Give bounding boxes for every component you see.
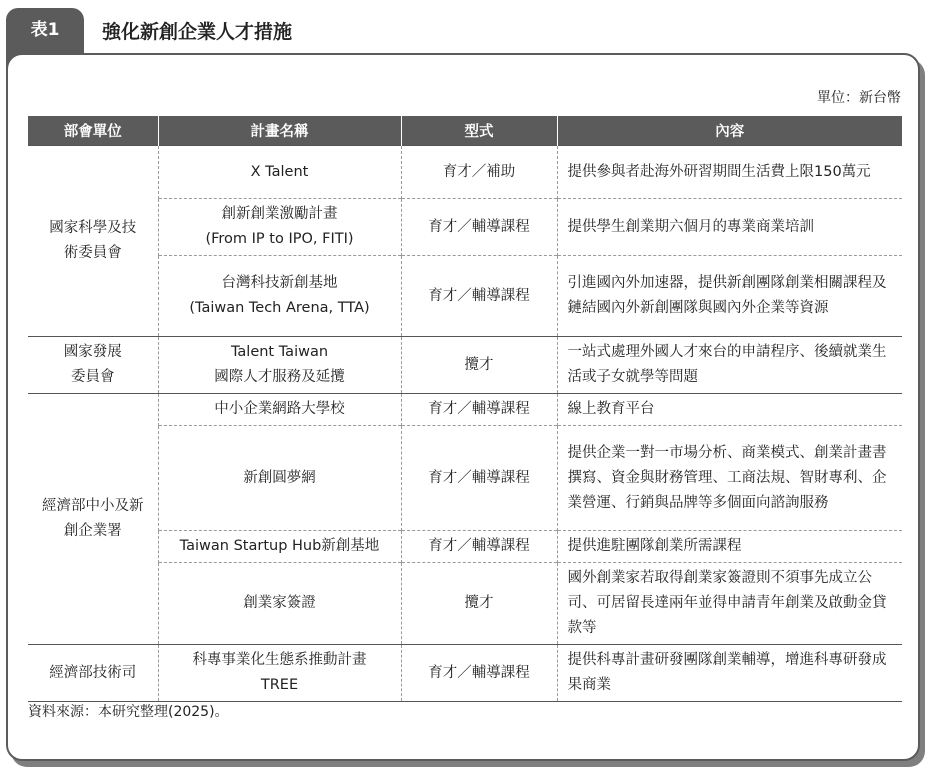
- program-cell: [158, 337, 401, 394]
- source-note: 資料來源：本研究整理(2025)。: [28, 704, 229, 720]
- department-name: 經濟部中小及新創企業署: [42, 498, 144, 539]
- table-row: [28, 146, 902, 199]
- content-cell: 引進國內外加速器，提供新創團隊創業相關課程及鏈結國內外新創團隊與國內外企業等資源: [557, 256, 902, 337]
- type-cell: 育才／輔導課程: [401, 256, 557, 337]
- program-cell: 新創圓夢網: [158, 426, 401, 531]
- program-cell: 中小企業網路大學校: [158, 394, 401, 426]
- table-row: [28, 256, 902, 337]
- program-subtitle: (Taiwan Tech Arena, TTA): [189, 300, 370, 316]
- table-row: [28, 199, 902, 256]
- column-header-department: 部會單位: [28, 116, 158, 146]
- program-name: Talent Taiwan: [230, 344, 329, 360]
- program-name: X Talent: [250, 163, 309, 180]
- table-number-label: 表1: [30, 20, 60, 40]
- department-cell: 經濟部技術司: [28, 645, 158, 702]
- program-cell: [158, 199, 401, 256]
- column-header-type: 型式: [401, 116, 557, 146]
- program-cell: [158, 146, 401, 199]
- type-cell: 攬才: [401, 337, 557, 394]
- table-title: 強化新創企業人才措施: [102, 21, 293, 43]
- content-cell: 一站式處理外國人才來台的申請程序、後續就業生活或子女就學等問題: [557, 337, 902, 394]
- program-cell: 創業家簽證: [158, 563, 401, 645]
- department-cell: [28, 146, 158, 337]
- program-cell: [158, 256, 401, 337]
- program-name: 科專事業化生態系推動計畫: [192, 652, 367, 668]
- program-name: 台灣科技新創基地: [221, 275, 338, 291]
- table-row: [28, 531, 902, 563]
- type-cell: 育才／補助: [401, 146, 557, 199]
- department-cell: [28, 337, 158, 394]
- program-subtitle: (From IP to IPO, FITI): [205, 231, 354, 247]
- table-row: [28, 563, 902, 645]
- department-name: 國家科學及技術委員會: [49, 220, 137, 261]
- program-subtitle: 國際人才服務及延攬: [214, 369, 345, 385]
- type-cell: 攬才: [401, 563, 557, 645]
- content-cell: 提供科專計畫研發團隊創業輔導，增進科專研發成果商業: [557, 645, 902, 702]
- program-cell: Taiwan Startup Hub新創基地: [158, 531, 401, 563]
- column-header-program: 計畫名稱: [158, 116, 401, 146]
- program-cell: [158, 645, 401, 702]
- content-cell: 提供參與者赴海外研習期間生活費上限150萬元: [557, 146, 902, 199]
- content-cell: 提供企業一對一市場分析、商業模式、創業計畫書撰寫、資金與財務管理、工商法規、智財專利、企業營運、行銷與品牌等多個面向諮詢服務: [557, 426, 902, 531]
- type-cell: 育才／輔導課程: [401, 645, 557, 702]
- program-subtitle: TREE: [260, 677, 299, 693]
- table-row: [28, 426, 902, 531]
- unit-note: 單位：新台幣: [817, 90, 901, 106]
- content-cell: 提供學生創業期六個月的專業商業培訓: [557, 199, 902, 256]
- type-cell: 育才／輔導課程: [401, 426, 557, 531]
- content-cell: 提供進駐團隊創業所需課程: [557, 531, 902, 563]
- type-cell: 育才／輔導課程: [401, 531, 557, 563]
- department-cell: [28, 394, 158, 645]
- program-name: 創新創業激勵計畫: [221, 206, 338, 222]
- measures-table: [28, 116, 902, 702]
- content-cell: 國外創業家若取得創業家簽證則不須事先成立公司、可居留長達兩年並得申請青年創業及啟動金貸款等: [557, 563, 902, 645]
- type-cell: 育才／輔導課程: [401, 199, 557, 256]
- table-row: [28, 394, 902, 426]
- type-cell: 育才／輔導課程: [401, 394, 557, 426]
- table-row: [28, 645, 902, 702]
- department-name: 國家發展委員會: [63, 344, 122, 385]
- content-cell: 線上教育平台: [557, 394, 902, 426]
- table-row: [28, 337, 902, 394]
- column-header-content: 內容: [557, 116, 902, 146]
- table-header-row: [28, 116, 902, 146]
